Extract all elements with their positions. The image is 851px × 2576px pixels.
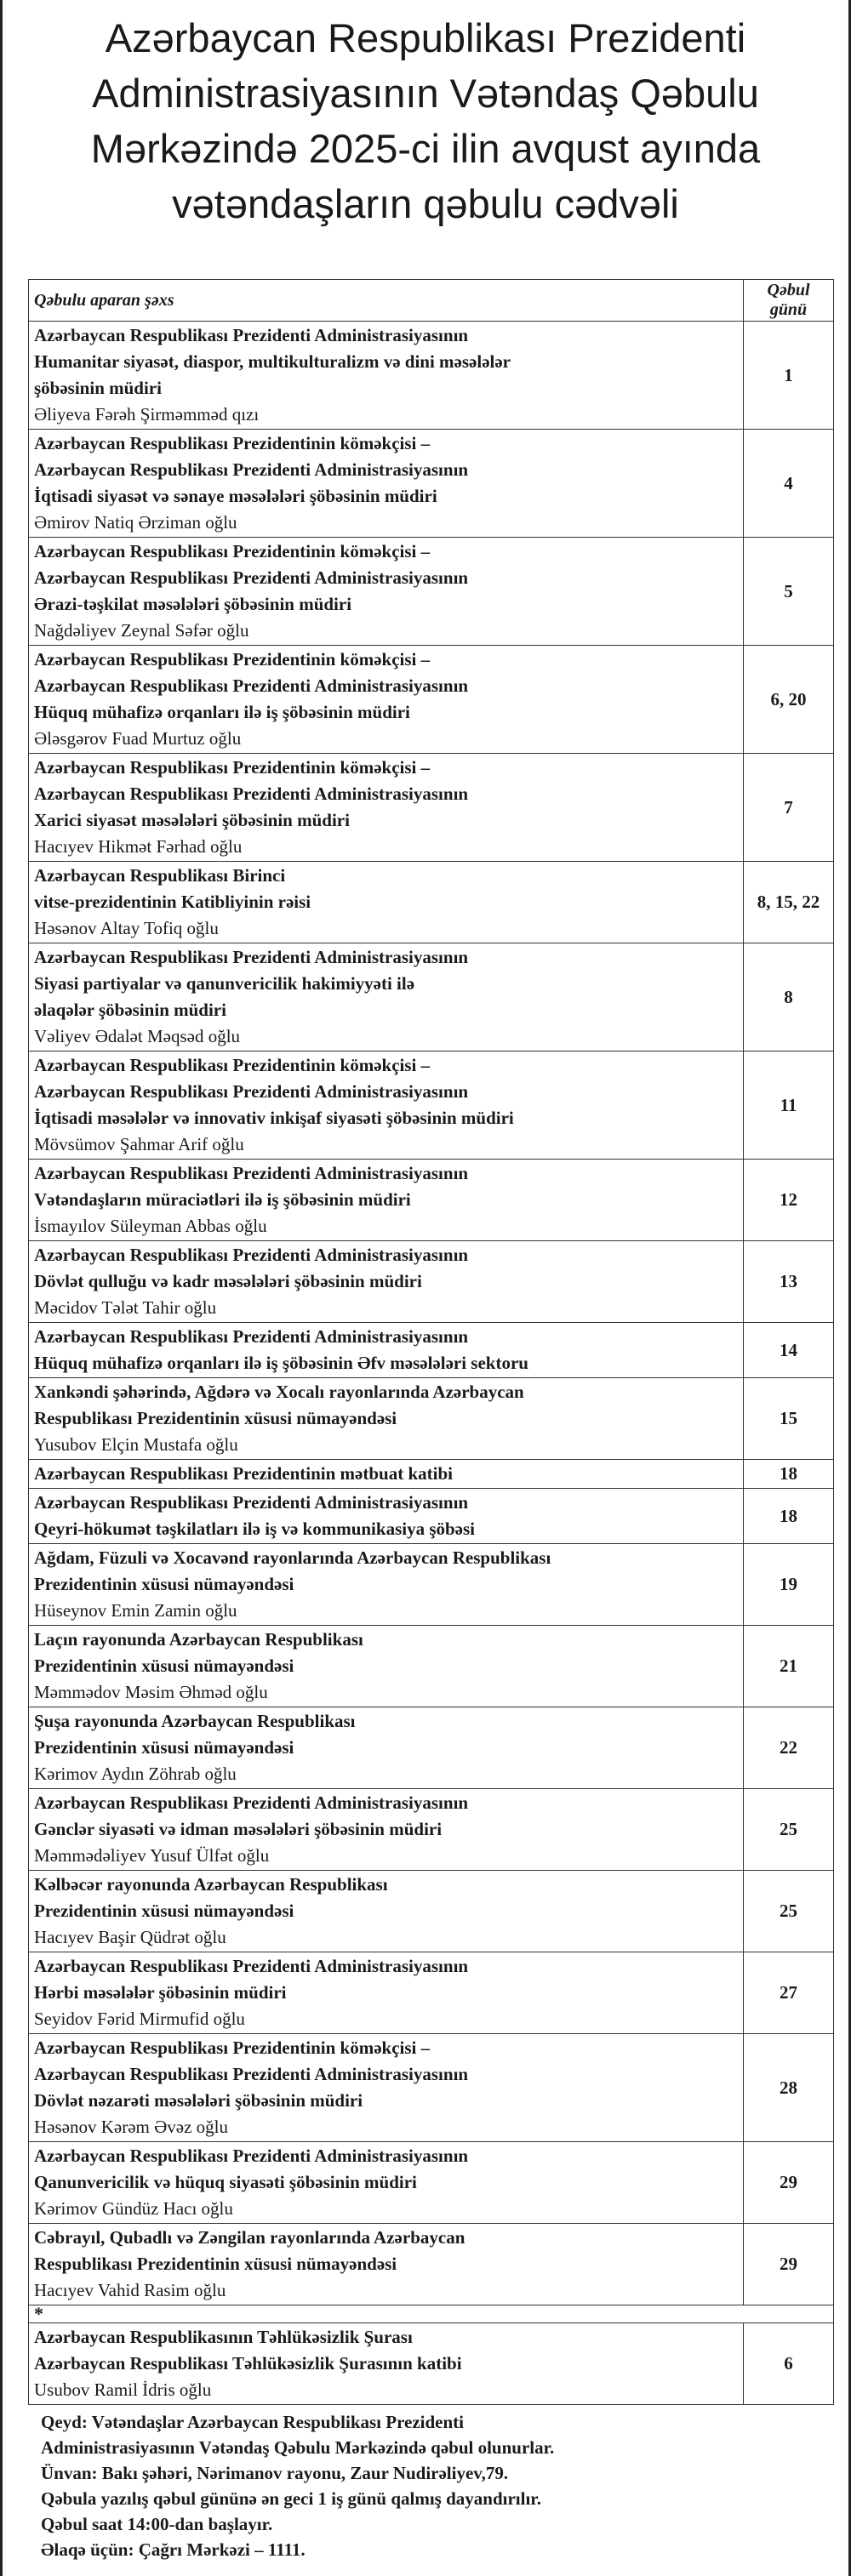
reception-day: 15 [744,1378,834,1460]
position-line: İqtisadi siyasət və sənaye məsələləri şöbəsinin müdiri [34,486,437,506]
position-line: Azərbaycan Respublikası Prezidentinin mətbuat katibi [34,1463,453,1484]
person-name: Həsənov Kərəm Əvəz oğlu [34,2117,229,2137]
position-line: Xankəndi şəhərində, Ağdərə və Xocalı rayonlarında Azərbaycan [34,1382,524,1402]
position-line: Hərbi məsələlər şöbəsinin müdiri [34,1982,287,2003]
person-cell [29,1160,744,1241]
note-line: Ünvan: Bakı şəhəri, Nərimanov rayonu, Zaur Nudirəliyev,79. [41,2463,509,2483]
table-row [29,538,834,646]
position-line: Respublikası Prezidentinin xüsusi nümayəndəsi [34,1408,397,1428]
title-line: Azərbaycan Respublikası Prezidenti [105,15,746,60]
position-line: Hüquq mühafizə orqanları ilə iş şöbəsinin Əfv məsələləri sektoru [34,1353,528,1373]
column-header-day: Qəbul günü [744,280,834,322]
person-name: Kərimov Gündüz Hacı oğlu [34,2198,233,2219]
position-line: Azərbaycan Respublikası Prezidenti Administrasiyasının [34,1163,469,1183]
person-cell [29,1544,744,1626]
position-line: İqtisadi məsələlər və innovativ inkişaf siyasəti şöbəsinin müdiri [34,1108,514,1128]
position-line: vitse-prezidentinin Katibliyinin rəisi [34,892,311,912]
table-row [29,1051,834,1160]
person-cell [29,1323,744,1378]
position-line: Azərbaycan Respublikası Prezidentinin köməkçisi – [34,1055,431,1075]
position-line: Ağdam, Füzuli və Xocavənd rayonlarında Azərbaycan Respublikası [34,1547,551,1568]
person-name: Ələsgərov Fuad Murtuz oğlu [34,728,242,749]
person-name: Əliyeva Fərəh Şirməmməd qızı [34,404,260,425]
reception-day: 5 [744,538,834,646]
position-line: Hüquq mühafizə orqanları ilə iş şöbəsinin müdiri [34,702,410,722]
note-line: Əlaqə üçün: Çağrı Mərkəzi – 1111. [41,2539,306,2560]
note-line: Qəbul saat 14:00-dan başlayır. [41,2514,273,2534]
person-cell [29,2034,744,2142]
reception-day: 18 [744,1460,834,1489]
reception-day: 8 [744,943,834,1051]
position-line: Respublikası Prezidentinin xüsusi nümayəndəsi [34,2254,397,2274]
separator-mark: * [29,2305,834,2323]
column-header-person: Qəbulu aparan şəxs [29,280,744,322]
person-cell [29,1871,744,1952]
reception-day: 22 [744,1707,834,1789]
person-cell [29,862,744,943]
person-cell [29,322,744,430]
person-name: Kərimov Aydın Zöhrab oğlu [34,1764,237,1784]
position-line: Prezidentinin xüsusi nümayəndəsi [34,1574,294,1594]
position-line: Qanunvericilik və hüquq siyasəti şöbəsinin müdiri [34,2172,417,2192]
position-line: Prezidentinin xüsusi nümayəndəsi [34,1901,294,1921]
person-name: Məcidov Tələt Tahir oğlu [34,1297,217,1318]
table-row [29,2142,834,2224]
note-block [41,2409,824,2562]
person-cell [29,1051,744,1160]
reception-day: 27 [744,1952,834,2034]
person-cell [29,943,744,1051]
person-name: Məmmədəliyev Yusuf Ülfət oğlu [34,1845,270,1866]
table-row [29,1241,834,1323]
reception-day: 8, 15, 22 [744,862,834,943]
person-cell [29,538,744,646]
position-line: Azərbaycan Respublikası Prezidentinin köməkçisi – [34,757,431,778]
table-row [29,2224,834,2305]
title-line: vətəndaşların qəbulu cədvəli [172,181,679,226]
person-name: Hacıyev Başir Qüdrət oğlu [34,1927,226,1947]
person-name: Əmirov Natiq Ərziman oğlu [34,512,237,533]
position-line: Kəlbəcər rayonunda Azərbaycan Respublikası [34,1874,388,1895]
table-row [29,646,834,754]
position-line: Azərbaycan Respublikası Prezidentinin köməkçisi – [34,433,431,453]
position-line: Azərbaycan Respublikası Prezidenti Administrasiyasının [34,1326,469,1347]
person-cell [29,1952,744,2034]
reception-day: 12 [744,1160,834,1241]
position-line: Azərbaycan Respublikası Təhlükəsizlik Şurasının katibi [34,2353,462,2374]
reception-day: 1 [744,322,834,430]
person-name: Usubov Ramil İdris oğlu [34,2379,212,2400]
reception-day: 6 [744,2323,834,2405]
person-name: Hacıyev Hikmət Fərhad oğlu [34,836,243,857]
person-name: Hüseynov Emin Zamin oğlu [34,1600,237,1621]
position-line: Xarici siyasət məsələləri şöbəsinin müdiri [34,810,350,830]
position-line: Qeyri-hökumət təşkilatları ilə iş və kommunikasiya şöbəsi [34,1519,476,1539]
position-line: Azərbaycan Respublikası Prezidenti Administrasiyasının [34,675,469,696]
reception-day: 29 [744,2142,834,2224]
table-row [29,2034,834,2142]
person-name: Seyidov Fərid Mirmufid oğlu [34,2009,245,2029]
position-line: Azərbaycan Respublikası Prezidentinin köməkçisi – [34,2037,431,2058]
reception-day: 14 [744,1323,834,1378]
person-cell [29,1460,744,1489]
reception-day: 25 [744,1871,834,1952]
table-row [29,754,834,862]
position-line: Azərbaycan Respublikası Prezidentinin köməkçisi – [34,649,431,670]
table-row [29,1323,834,1378]
person-cell [29,1626,744,1707]
reception-day: 28 [744,2034,834,2142]
position-line: Dövlət nəzarəti məsələləri şöbəsinin müdiri [34,2090,363,2111]
position-line: Humanitar siyasət, diaspor, multikulturalizm və dini məsələlər [34,351,511,372]
table-row [29,1789,834,1871]
person-name: Mövsümov Şahmar Arif oğlu [34,1134,244,1154]
position-line: Ərazi-təşkilat məsələləri şöbəsinin müdiri [34,594,352,614]
position-line: Vətəndaşların müraciətləri ilə iş şöbəsinin müdiri [34,1189,411,1210]
reception-day: 29 [744,2224,834,2305]
note-line: Qəbula yazılış qəbul gününə ən geci 1 iş günü qalmış dayandırılır. [41,2488,541,2509]
title-line: Administrasiyasının Vətəndaş Qəbulu [92,71,759,116]
position-line: Şuşa rayonunda Azərbaycan Respublikası [34,1711,356,1731]
person-name: Hacıyev Vahid Rasim oğlu [34,2280,226,2300]
person-name: İsmayılov Süleyman Abbas oğlu [34,1216,267,1236]
note-line: Qeyd: Vətəndaşlar Azərbaycan Respublikası Prezidenti [41,2412,465,2432]
schedule-table [28,279,834,2405]
table-row [29,1489,834,1544]
person-cell [29,754,744,862]
position-line: Azərbaycan Respublikası Prezidenti Administrasiyasının [34,1792,469,1813]
position-line: Azərbaycan Respublikası Prezidenti Administrasiyasının [34,1492,469,1513]
reception-day: 21 [744,1626,834,1707]
position-line: Siyasi partiyalar və qanunvericilik hakimiyyəti ilə [34,973,415,994]
position-line: Azərbaycan Respublikası Prezidenti Administrasiyasının [34,1245,469,1265]
position-line: Azərbaycan Respublikası Prezidenti Administrasiyasının [34,1956,469,1976]
reception-day: 25 [744,1789,834,1871]
position-line: Dövlət qulluğu və kadr məsələləri şöbəsinin müdiri [34,1271,422,1291]
table-row [29,1626,834,1707]
person-cell [29,1489,744,1544]
person-cell [29,1789,744,1871]
position-line: Azərbaycan Respublikası Birinci [34,865,286,886]
table-row [29,2323,834,2405]
position-line: Azərbaycan Respublikası Prezidenti Administrasiyasının [34,567,469,588]
position-line: Azərbaycan Respublikası Prezidenti Administrasiyasının [34,1081,469,1102]
table-row [29,1544,834,1626]
position-line: Prezidentinin xüsusi nümayəndəsi [34,1737,294,1758]
schedule-rows [29,322,834,2405]
person-name: Məmmədov Məsim Əhməd oğlu [34,1682,268,1702]
person-cell [29,2224,744,2305]
page-title [20,0,831,231]
reception-day: 19 [744,1544,834,1626]
table-row [29,1378,834,1460]
person-cell [29,646,744,754]
table-row [29,322,834,430]
position-line: Azərbaycan Respublikasının Təhlükəsizlik Şurası [34,2327,413,2347]
table-row [29,1707,834,1789]
position-line: Azərbaycan Respublikası Prezidenti Administrasiyasının [34,325,469,345]
person-cell [29,430,744,538]
position-line: Azərbaycan Respublikası Prezidenti Administrasiyasının [34,784,469,804]
person-name: Nağdəliyev Zeynal Səfər oğlu [34,620,249,641]
reception-day: 18 [744,1489,834,1544]
table-header-row [29,280,834,322]
table-row [29,862,834,943]
person-cell [29,1241,744,1323]
person-cell [29,1707,744,1789]
table-row [29,1460,834,1489]
table-row [29,1871,834,1952]
position-line: Gənclər siyasəti və idman məsələləri şöbəsinin müdiri [34,1819,443,1839]
position-line: Azərbaycan Respublikası Prezidentinin köməkçisi – [34,541,431,561]
reception-day: 6, 20 [744,646,834,754]
reception-day: 11 [744,1051,834,1160]
table-row [29,1952,834,2034]
title-line: Mərkəzində 2025-ci ilin avqust ayında [90,126,761,171]
person-name: Həsənov Altay Tofiq oğlu [34,918,219,938]
position-line: Azərbaycan Respublikası Prezidenti Administrasiyasının [34,2064,469,2084]
position-line: əlaqələr şöbəsinin müdiri [34,1000,226,1020]
position-line: Laçın rayonunda Azərbaycan Respublikası [34,1629,363,1650]
position-line: Azərbaycan Respublikası Prezidenti Administrasiyasının [34,2146,469,2166]
person-name: Vəliyev Ədalət Məqsəd oğlu [34,1026,241,1046]
note-line: Administrasiyasının Vətəndaş Qəbulu Mərkəzində qəbul olunurlar. [41,2437,555,2458]
table-separator-row [29,2305,834,2323]
table-row [29,1160,834,1241]
position-line: şöbəsinin müdiri [34,378,162,398]
reception-day: 4 [744,430,834,538]
table-row [29,943,834,1051]
reception-day: 7 [744,754,834,862]
table-row [29,430,834,538]
position-line: Azərbaycan Respublikası Prezidenti Administrasiyasının [34,459,469,480]
reception-day: 13 [744,1241,834,1323]
position-line: Cəbrayıl, Qubadlı və Zəngilan rayonlarında Azərbaycan [34,2227,465,2248]
position-line: Prezidentinin xüsusi nümayəndəsi [34,1656,294,1676]
person-cell [29,2323,744,2405]
position-line: Azərbaycan Respublikası Prezidenti Administrasiyasının [34,947,469,967]
person-cell [29,1378,744,1460]
person-name: Yusubov Elçin Mustafa oğlu [34,1434,238,1455]
person-cell [29,2142,744,2224]
